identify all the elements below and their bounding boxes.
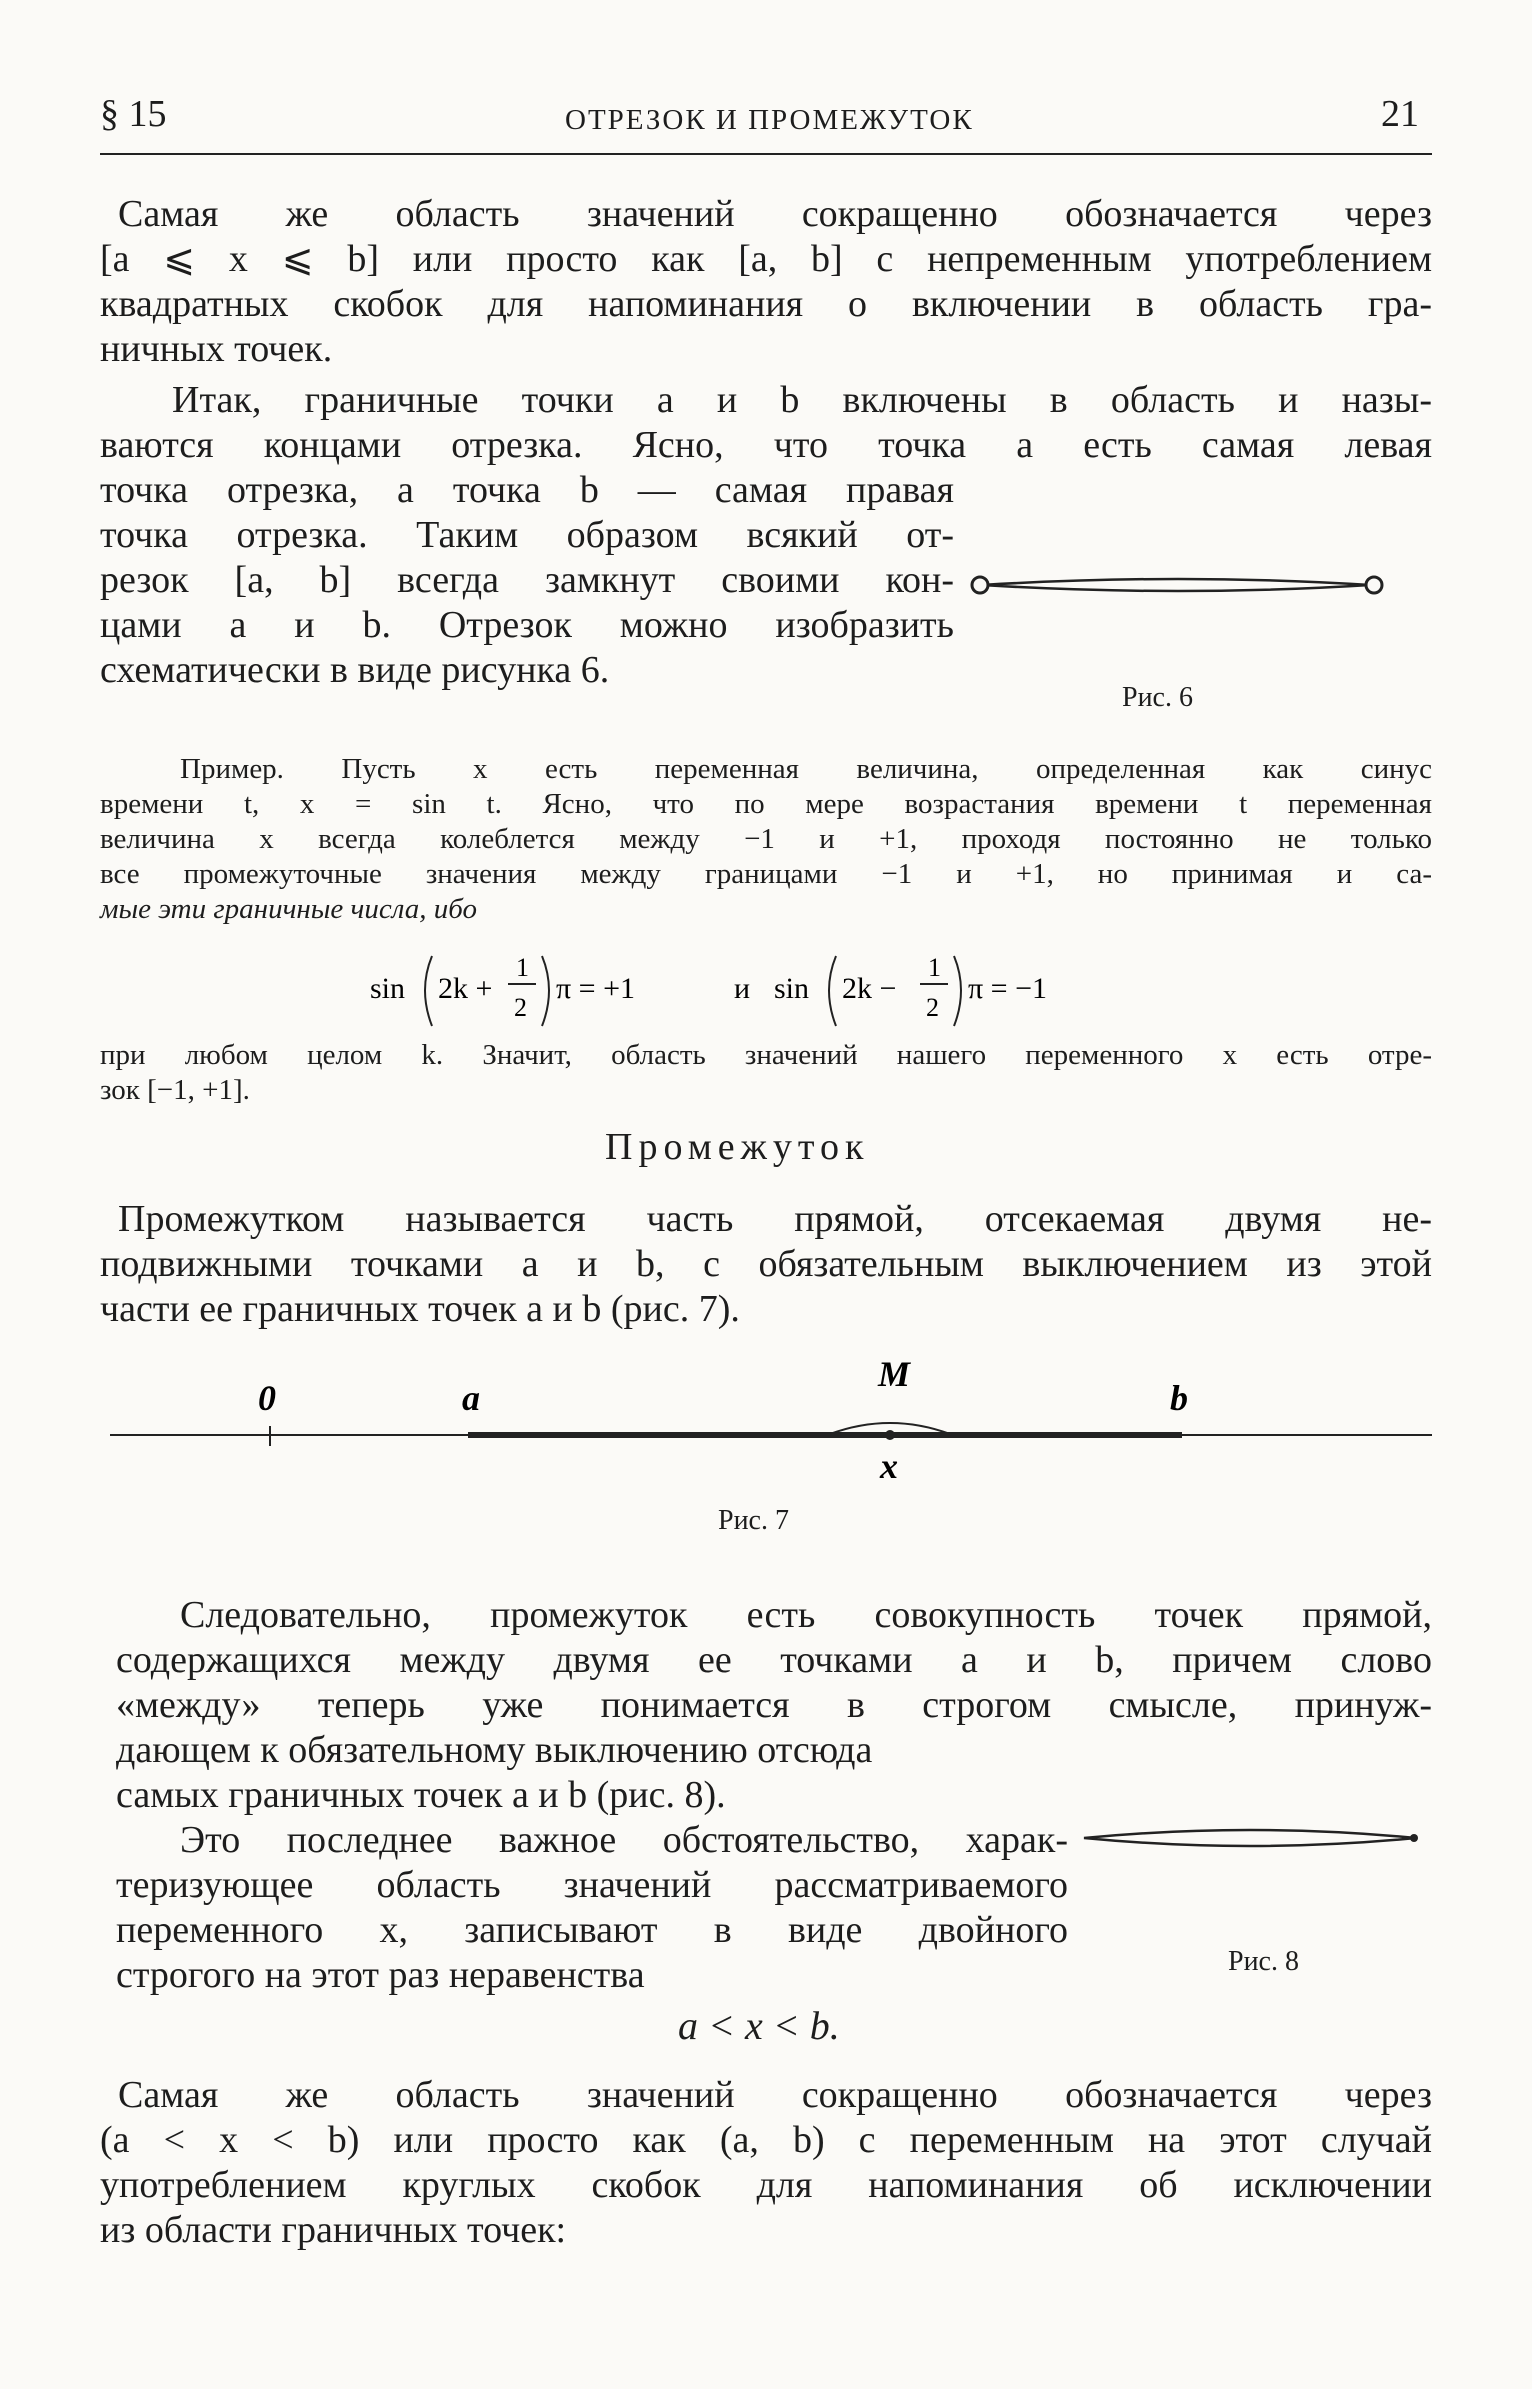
strict-inequality: a < x < b. xyxy=(678,2003,840,2048)
paragraph-interval-between xyxy=(100,1593,1432,1818)
text-line: строгого на этот раз неравенства xyxy=(116,1954,645,1996)
text-line: (a < x < b) или просто как (a, b) с переменным на этот случай xyxy=(100,2119,1432,2161)
text-line: резок [a, b] всегда замкнут своими кон- xyxy=(100,559,954,601)
text-line: Итак, граничные точки a и b включены в область и назы- xyxy=(172,379,1432,421)
header-rule xyxy=(100,153,1432,155)
text-line: подвижными точками a и b, с обязательным выключением из этой xyxy=(100,1243,1432,1285)
formula-frac-num-1: 1 xyxy=(516,953,529,982)
text-line: точка отрезка, а точка b — самая правая xyxy=(100,469,954,511)
figure-6-caption: Рис. 6 xyxy=(1122,682,1193,713)
figure-7-caption: Рис. 7 xyxy=(718,1505,789,1536)
interval-end xyxy=(1410,1834,1418,1842)
endpoint-b-closed xyxy=(1366,577,1382,593)
text-line: ничных точек. xyxy=(100,328,333,370)
paragraph-open-interval-notation xyxy=(100,2073,1432,2253)
paren-close-1 xyxy=(542,956,549,1026)
text-line: Самая же область значений сокращенно обозначается через xyxy=(118,193,1432,235)
formula-2k-minus: 2k − xyxy=(842,972,897,1005)
formula-frac-den-1: 2 xyxy=(514,993,527,1022)
example-paragraph xyxy=(100,752,1432,927)
label-a: a xyxy=(462,1378,480,1418)
page-number: 21 xyxy=(1381,93,1419,135)
formula-sine-values xyxy=(370,936,1200,1046)
text-line: мые эти граничные числа, ибо xyxy=(100,893,477,925)
text-line: цами a и b. Отрезок можно изобразить xyxy=(100,604,954,646)
text-line: ваются концами отрезка. Ясно, что точка a есть самая левая xyxy=(100,424,1432,466)
text-line: дающем к обязательному выключению отсюда xyxy=(116,1729,873,1771)
section-number: § 15 xyxy=(100,93,167,135)
running-title: ОТРЕЗОК И ПРОМЕЖУТОК xyxy=(565,104,974,136)
paragraph-interval-definition xyxy=(100,1197,1432,1332)
formula-and: и xyxy=(734,972,751,1005)
text-line: части ее граничных точек a и b (рис. 7). xyxy=(100,1288,740,1330)
label-origin: 0 xyxy=(258,1378,276,1418)
interval-body xyxy=(1084,1830,1416,1846)
formula-sin-2: sin xyxy=(774,972,810,1005)
figure-8-caption: Рис. 8 xyxy=(1228,1946,1299,1977)
label-b: b xyxy=(1170,1378,1188,1418)
text-line: все промежуточные значения между границами −1 и +1, но принимая и са- xyxy=(100,858,1432,890)
text-line: Промежутком называется часть прямой, отсекаемая двумя не- xyxy=(118,1198,1432,1240)
text-line: содержащихся между двумя ее точками a и b, причем слово xyxy=(116,1639,1432,1681)
text-line: квадратных скобок для напоминания о включении в область гра- xyxy=(100,283,1432,325)
formula-frac-den-2: 2 xyxy=(926,993,939,1022)
figure-6-closed-segment xyxy=(970,555,1410,615)
endpoint-a-closed xyxy=(972,577,988,593)
section-heading-interval: Промежуток xyxy=(605,1126,870,1168)
text-line: Это последнее важное обстоятельство, харак- xyxy=(180,1819,1068,1861)
text-line: из области граничных точек: xyxy=(100,2209,567,2251)
paren-close-2 xyxy=(954,956,961,1026)
text-line: теризующее область значений рассматриваемого xyxy=(116,1864,1068,1906)
text-line: Пример. Пусть x есть переменная величина, определенная как синус xyxy=(180,753,1432,785)
text-line: зок [−1, +1]. xyxy=(100,1074,250,1106)
point-x-dot xyxy=(885,1430,895,1440)
label-M: M xyxy=(878,1354,911,1394)
formula-pi-plus-one: π = +1 xyxy=(556,972,635,1005)
text-line: при любом целом k. Значит, область значений нашего переменного x есть отре- xyxy=(100,1039,1432,1071)
text-line: [a ⩽ x ⩽ b] или просто как [a, b] с непременным употреблением xyxy=(100,238,1432,280)
formula-frac-num-2: 1 xyxy=(928,953,941,982)
text-line: самых граничных точек a и b (рис. 8). xyxy=(116,1774,726,1816)
text-line: величина x всегда колеблется между −1 и +1, проходя постоянно не только xyxy=(100,823,1432,855)
paragraph-segment-endpoints-narrow xyxy=(100,468,954,693)
text-line: «между» теперь уже понимается в строгом смысле, принуж- xyxy=(116,1684,1432,1726)
label-x: x xyxy=(880,1446,898,1486)
text-line: точка отрезка. Таким образом всякий от- xyxy=(100,514,954,556)
formula-pi-minus-one: π = −1 xyxy=(968,972,1047,1005)
segment-body xyxy=(982,579,1370,591)
paren-open-1 xyxy=(425,956,432,1026)
formula-sin-1: sin xyxy=(370,972,406,1005)
text-line: Самая же область значений сокращенно обозначается через xyxy=(118,2074,1432,2116)
formula-2k-plus: 2k + xyxy=(438,972,493,1005)
text-line: времени t, x = sin t. Ясно, что по мере возрастания времени t переменная xyxy=(100,788,1432,820)
text-line: Следовательно, промежуток есть совокупность точек прямой, xyxy=(180,1594,1432,1636)
paragraph-strict-inequality xyxy=(116,1818,1068,1998)
figure-8-open-interval xyxy=(1080,1818,1420,1858)
figure-7-interval-on-line xyxy=(100,1350,1440,1490)
paren-open-2 xyxy=(829,956,836,1026)
example-conclusion xyxy=(100,1038,1432,1108)
paragraph-closed-interval-notation xyxy=(100,192,1432,372)
text-line: переменного x, записывают в виде двойного xyxy=(116,1909,1068,1951)
text-line: схематически в виде рисунка 6. xyxy=(100,649,610,691)
text-line: употреблением круглых скобок для напоминания об исключении xyxy=(100,2164,1432,2206)
paragraph-segment-endpoints xyxy=(100,378,1432,468)
